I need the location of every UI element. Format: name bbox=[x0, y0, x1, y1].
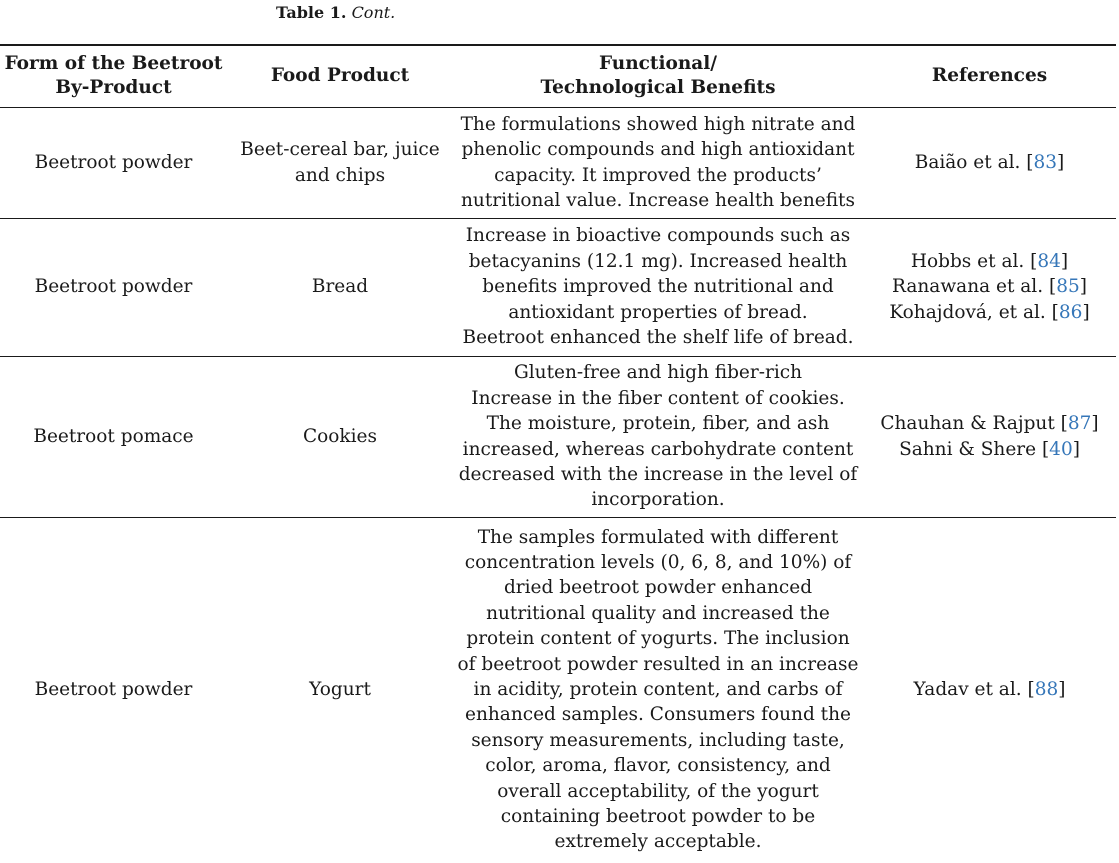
reference-link[interactable]: 40 bbox=[1049, 438, 1073, 460]
cell-product bbox=[227, 107, 453, 218]
reference-close: ] bbox=[1082, 301, 1090, 323]
cell-line: Cookies bbox=[303, 425, 377, 447]
cell-line: The samples formulated with different bbox=[477, 526, 839, 548]
cell-line: increased, whereas carbohydrate content bbox=[462, 438, 854, 460]
cell-form: Beetroot powder bbox=[34, 151, 193, 173]
cell-line: Beetroot enhanced the shelf life of bread. bbox=[462, 327, 854, 349]
table-row bbox=[0, 356, 1116, 517]
cell-line: incorporation. bbox=[591, 489, 725, 511]
table-caption-continued: Cont. bbox=[351, 3, 396, 22]
reference bbox=[865, 411, 1114, 436]
cell-line: extremely acceptable. bbox=[554, 831, 762, 853]
reference bbox=[865, 300, 1114, 325]
cell-product bbox=[227, 356, 453, 517]
cell-line: sensory measurements, including taste, bbox=[471, 729, 845, 751]
cell-line: phenolic compounds and high antioxidant bbox=[461, 139, 855, 161]
table-row bbox=[0, 107, 1116, 218]
reference-author: Ranawana et al. [ bbox=[892, 276, 1057, 298]
reference-link[interactable]: 84 bbox=[1037, 250, 1061, 272]
reference bbox=[865, 274, 1114, 299]
reference-author: Baião et al. [ bbox=[914, 151, 1034, 173]
cell-benefits bbox=[453, 517, 863, 862]
reference-close: ] bbox=[1091, 413, 1099, 435]
cell-references bbox=[863, 218, 1116, 356]
cell-line: betacyanins (12.1 mg). Increased health bbox=[468, 250, 848, 272]
cell-benefits bbox=[453, 356, 863, 517]
cell-line: color, aroma, flavor, consistency, and bbox=[485, 755, 831, 777]
header-form bbox=[0, 45, 227, 107]
reference-author: Yadav et al. [ bbox=[913, 679, 1035, 701]
header-text: By-Product bbox=[55, 77, 172, 99]
reference-author: Kohajdová, et al. [ bbox=[889, 301, 1059, 323]
cell-product bbox=[227, 218, 453, 356]
reference-link[interactable]: 85 bbox=[1056, 276, 1080, 298]
cell-line: Bread bbox=[311, 276, 369, 298]
beetroot-byproduct-table bbox=[0, 44, 1116, 862]
table-header-row bbox=[0, 45, 1116, 107]
reference-author: Sahni & Shere [ bbox=[899, 438, 1050, 460]
header-text: Food Product bbox=[270, 65, 410, 87]
cell-line: Beet-cereal bar, juice bbox=[240, 139, 440, 161]
cell-line: The formulations showed high nitrate and bbox=[460, 113, 856, 135]
cell-benefits bbox=[453, 107, 863, 218]
cell-line: Increase in bioactive compounds such as bbox=[465, 225, 851, 247]
header-text: References bbox=[931, 65, 1048, 87]
cell-line: The moisture, protein, fiber, and ash bbox=[486, 413, 830, 435]
table-caption bbox=[276, 3, 395, 23]
header-food-product bbox=[227, 45, 453, 107]
table-row bbox=[0, 517, 1116, 862]
table-row bbox=[0, 218, 1116, 356]
cell-line: Gluten-free and high fiber-rich bbox=[513, 362, 803, 384]
cell-line: in acidity, protein content, and carbs of bbox=[473, 679, 843, 701]
reference-close: ] bbox=[1060, 250, 1069, 272]
cell-line: concentration levels (0, 6, 8, and 10%) of bbox=[464, 552, 852, 574]
header-text: Technological Benefits bbox=[540, 77, 776, 99]
cell-line: capacity. It improved the products’ bbox=[494, 164, 822, 186]
reference-author: Chauhan & Rajput [ bbox=[880, 413, 1068, 435]
table-caption-label: Table 1. bbox=[276, 3, 347, 22]
reference-close: ] bbox=[1057, 151, 1065, 173]
reference-author: Hobbs et al. [ bbox=[910, 250, 1038, 272]
cell-line: antioxidant properties of bread. bbox=[508, 301, 808, 323]
header-text: Form of the Beetroot bbox=[4, 53, 223, 75]
reference-link[interactable]: 83 bbox=[1033, 151, 1058, 173]
cell-line: overall acceptability, of the yogurt bbox=[497, 780, 819, 802]
reference bbox=[865, 677, 1114, 702]
reference bbox=[865, 150, 1114, 175]
cell-form: Beetroot powder bbox=[34, 679, 193, 701]
header-references bbox=[863, 45, 1116, 107]
cell-form: Beetroot pomace bbox=[33, 425, 194, 447]
cell-line: of beetroot powder resulted in an increase bbox=[457, 653, 859, 675]
cell-references bbox=[863, 107, 1116, 218]
cell-references bbox=[863, 356, 1116, 517]
cell-form: Beetroot powder bbox=[34, 276, 193, 298]
reference-link[interactable]: 86 bbox=[1058, 301, 1083, 323]
cell-line: containing beetroot powder to be bbox=[500, 806, 816, 828]
cell-line: Increase in the fiber content of cookies. bbox=[471, 387, 845, 409]
cell-line: protein content of yogurts. The inclusion bbox=[466, 628, 850, 650]
reference-close: ] bbox=[1079, 276, 1087, 298]
reference-link[interactable]: 87 bbox=[1067, 413, 1092, 435]
header-benefits bbox=[453, 45, 863, 107]
cell-line: enhanced samples. Consumers found the bbox=[465, 704, 851, 726]
cell-line: nutritional value. Increase health benefits bbox=[461, 189, 855, 211]
reference bbox=[865, 249, 1114, 274]
cell-line: decreased with the increase in the level of bbox=[458, 463, 858, 485]
header-text: Functional/ bbox=[598, 53, 718, 75]
reference bbox=[865, 437, 1114, 462]
cell-line: nutritional quality and increased the bbox=[486, 602, 830, 624]
reference-link[interactable]: 88 bbox=[1034, 679, 1059, 701]
reference-close: ] bbox=[1058, 679, 1066, 701]
cell-line: Yogurt bbox=[309, 679, 371, 701]
cell-line: benefits improved the nutritional and bbox=[482, 276, 834, 298]
reference-close: ] bbox=[1072, 438, 1080, 460]
cell-line: and chips bbox=[294, 164, 386, 186]
cell-benefits bbox=[453, 218, 863, 356]
cell-line: dried beetroot powder enhanced bbox=[503, 577, 813, 599]
cell-references bbox=[863, 517, 1116, 862]
cell-product bbox=[227, 517, 453, 862]
